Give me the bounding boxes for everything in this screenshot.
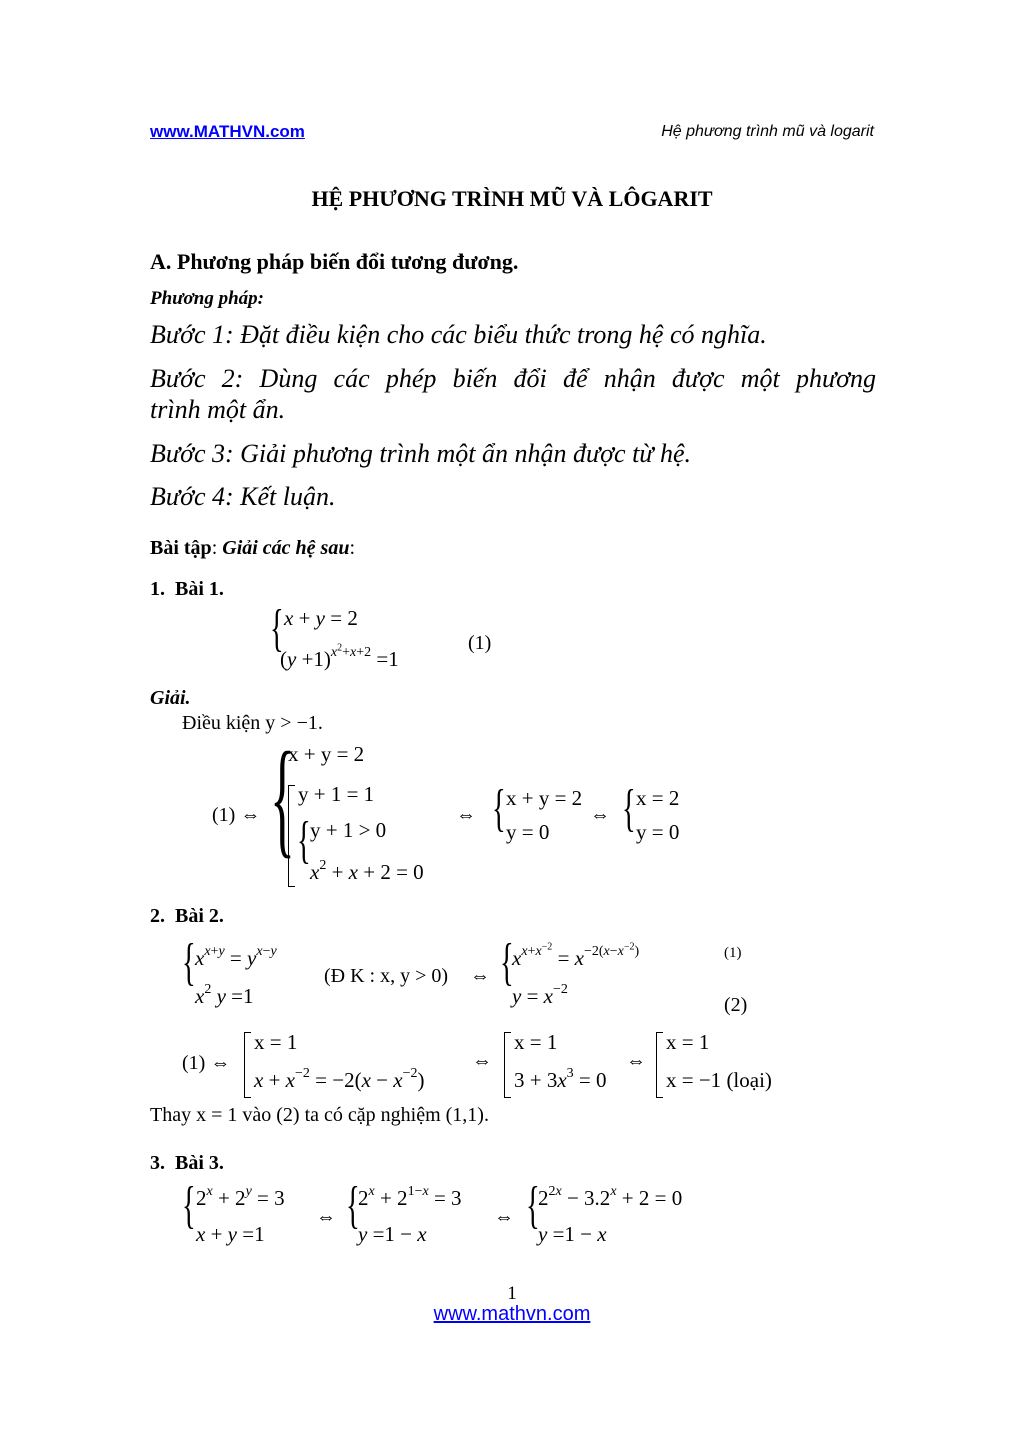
step-1: Bước 1: Đặt điều kiện cho các biểu thức trong hệ có nghĩa. [150,320,767,349]
p2-alt1-bracket [244,1032,251,1098]
p2-equiv-eq1: $x^{x+x^{-2}} = x^{-2(x-x^{-2})}$ [512,941,640,970]
p2-s2-arrow-2: ⇔ [626,1050,646,1072]
running-title: Hệ phương trình mũ và logarit [661,123,874,140]
p2-rejected-label: (loại) [726,1068,772,1092]
problem-1-number: 1. [150,578,165,600]
alt-bracket [288,785,295,887]
mid-brace: { [492,780,506,837]
exercises-instruction: Giải các hệ sau [222,537,350,559]
problem-3-heading [150,1152,224,1175]
p3-s2-eq1: $2^x + 2^{1-x} = 3$ [358,1184,462,1210]
p1-s1-inner1: y + 1 > 0 [310,818,387,842]
problem-3-number: 3. [150,1152,165,1174]
final-brace: { [622,780,636,837]
problem-3-title: Bài 3. [175,1152,224,1174]
p1-mid-eq1: x + y = 2 [506,786,583,810]
p2-s2-arrow-1: ⇔ [472,1050,492,1072]
header-site-link[interactable]: www.MATHVN.com [150,122,305,141]
p1-arrow-2: ⇔ [590,804,610,826]
p1-s1-alt1: y + 1 = 1 [298,782,375,806]
page-number: 1 [507,1283,517,1304]
p2-alt1-eq1: x = 1 [254,1030,298,1054]
section-a-heading: A. Phương pháp biến đổi tương đương. [150,249,519,274]
p2-alt3-bracket [656,1032,663,1098]
p1-s1-eq1: x + y = 2 [288,742,365,766]
step-2-cont: trình một ẩn. [150,395,286,424]
solution-label: Giải. [150,687,191,709]
p2-arrow: ⇔ [470,965,490,987]
problem-1-title: Bài 1. [175,578,224,600]
p2-tag-2: (2) [724,994,748,1016]
inner-brace: { [297,812,311,869]
p2-condition: (Đ K : x, y > 0) [324,965,449,987]
problem-2-title: Bài 2. [175,905,224,927]
p2-alt3-value: x = −1 [666,1068,722,1092]
exercises-colon: : [211,537,223,559]
exercises-heading [150,537,355,560]
p2-brace: { [182,934,196,991]
p2-s2-lhs: (1) ⇔ [182,1052,231,1074]
p2-equiv-eq2: $y = x^{-2}$ [512,982,568,1008]
p1-tag: (1) [468,632,492,654]
problem-1-heading [150,578,224,601]
p1-lhs: (1) ⇔ [212,804,261,826]
brace: { [270,600,284,657]
p1-final-eq1: x = 2 [636,786,680,810]
p2-alt2-eq1: x = 1 [514,1030,558,1054]
p2-tag-1: (1) [724,945,742,961]
p3-s1-eq1: $2^x + 2^y = 3$ [196,1184,285,1210]
p2-alt3-eq1: x = 1 [666,1030,710,1054]
p1-arrow-1: ⇔ [456,804,476,826]
p3-brace-1: { [182,1177,196,1234]
p1-eq2: $(y +1)^{x^2+x+2} =1$ [280,642,399,671]
p3-arrow-1: ⇔ [316,1206,336,1228]
p2-alt2-bracket [504,1032,511,1098]
p3-s1-eq2: x + y =1 [196,1222,265,1246]
problem-2-heading [150,905,224,928]
p2-conclusion: Thay x = 1 vào (2) ta có cặp nghiệm (1,1). [150,1104,489,1126]
p1-final-eq2: y = 0 [636,820,680,844]
p2-eq2: $x^2$ y =1 [195,982,254,1008]
p2-alt3-eq2 [666,1068,772,1093]
outer-brace: { [270,726,295,870]
exercises-end: : [349,537,356,559]
document-title: HỆ PHƯƠNG TRÌNH MŨ VÀ LÔGARIT [311,186,713,211]
step-2: Bước 2: Dùng các phép biến đổi để nhận được một phương [150,364,876,393]
p1-mid-eq2: y = 0 [506,820,550,844]
p3-arrow-2: ⇔ [494,1206,514,1228]
problem-2-number: 2. [150,905,165,927]
p1-eq1: x + y = 2 [284,606,358,630]
step-4: Bước 4: Kết luận. [150,482,336,511]
p3-brace-3: { [526,1177,540,1234]
p2-eq1: $x^{x+y} = y^{x-y}$ [195,944,277,970]
p2-alt1-eq2: $x + x^{-2} = -2(x - x^{-2})$ [254,1066,425,1092]
method-label: Phương pháp: [150,288,264,309]
step-3: Bước 3: Giải phương trình một ẩn nhận được từ hệ. [150,439,692,468]
p3-s2-eq2: y =1 − x [358,1222,427,1246]
p3-s3-eq2: y =1 − x [538,1222,607,1246]
p1-condition: Điều kiện y > −1. [182,712,323,734]
p2-alt2-eq2: $3 + 3x^3 = 0$ [514,1066,607,1092]
p2-equiv-brace: { [500,934,514,991]
exercises-label: Bài tập [150,537,212,559]
p3-brace-2: { [346,1177,360,1234]
footer-site-link[interactable]: www.mathvn.com [433,1303,591,1325]
p1-s1-inner2: $x^2 + x + 2 = 0$ [310,858,424,884]
p3-s3-eq1: $2^{2x} - 3.2^x + 2 = 0$ [538,1184,683,1210]
